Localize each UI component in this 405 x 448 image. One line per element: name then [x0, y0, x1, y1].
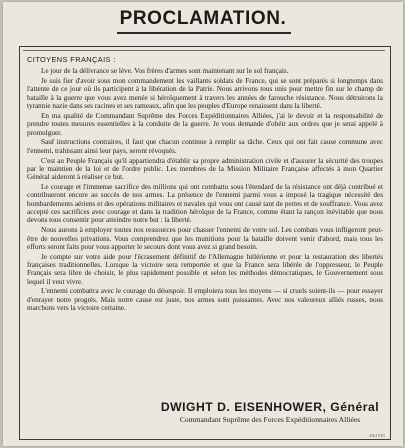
paragraph: Nous aurons à employer toutes nos ressources pour chasser l'ennemi de votre sol. Les combats vous infligeront peut-être de nouvelles privations. Vous comprendrez que les munitions pour la bataille doivent venir d'abord, mais tous les efforts seront faits pour vous apporter le secours dont vous avez si grand besoin. — [27, 226, 383, 251]
paragraph: Le jour de la délivrance se lève. Vos frères d'armes sont maintenant sur le sol français. — [41, 67, 289, 76]
paragraph: Je suis fier d'avoir sous mon commandement les vaillants soldats de France, qui se sont préparés si longtemps dans l'attente de ce jour où ils participent à la libération de la Patrie. Nous arrivons tous unis pour mettre fin sur le champ de bataille à la guerre que vous avez menée si héroïquement à travers les années de farouche résistance. Nous détruirons la tyrannie nazie dans ses racines et ses rameaux, afin que les peuples d'Europe renaissent dans la liberté. — [27, 77, 383, 111]
page-title: PROCLAMATION. — [119, 8, 287, 29]
paragraph: En ma qualité de Commandant Suprême des Forces Expéditionnaires Alliées, j'ai le devoir et la responsabilité de prendre toutes mesures essentielles à la conduite de la guerre. Je vous demande d'obéir aux ordres que je serai appelé à promulguer. — [27, 111, 383, 137]
paragraph: Sauf instructions contraires, il faut que chacun continue à remplir sa tâche. Ceux qui ont fait cause commune avec l'ennemi, trahissant ainsi leur pays, seront révoqués. — [27, 138, 383, 155]
inner-rule — [23, 50, 385, 51]
paragraph: C'est au Peuple Français qu'il appartiendra d'établir sa propre administration civile et d'assurer la sécurité des troupes par le maintien de la loi et de l'ordre public. Les membres de la Mission Militaire Française affectés à mon Quartier Général aideront à réaliser ce but. — [27, 156, 383, 182]
signature-name: DWIGHT D. EISENHOWER, Général — [160, 400, 380, 414]
paragraph: L'ennemi combattra avec le courage du désespoir. Il emploiera tous les moyens — si cruels soient-ils — pour essayer d'enrayer notre progrès. Mais notre cause est juste, nos armes sont puissantes. Avec nos valeureux alliés russes, nous marchons vers la victoire certaine. — [27, 287, 383, 313]
salutation: CITOYENS FRANÇAIS : — [27, 55, 116, 64]
proclamation-body — [27, 56, 383, 314]
signature-title: Commandant Suprême des Forces Expéditionnaires Alliées — [179, 415, 361, 424]
print-mark: ZA/15 F1 — [369, 433, 385, 438]
paragraph: Le courage et l'immense sacrifice des millions qui ont combattu sous l'étendard de la résistance ont déjà contribué et contribueront encore au succès de nos armes. La présence de l'ennemi parmi vous a imposé la tragique nécessité des bombardements aériens et des opérations militaires et navales qui vous ont causé tant de pertes et de souffrance. Vous avez accepté ces sacrifices avec courage et dans la tradition héroïque de la France, comme étant la rançon inévitable que nous devons tous consentir pour atteindre notre but : la liberté. — [27, 183, 383, 225]
proclamation-sheet — [3, 2, 403, 446]
title-underline — [117, 32, 291, 34]
signature-block — [153, 400, 387, 424]
paragraph: Je compte sur votre aide pour l'écrasement définitif de l'Allemagne hitlérienne et pour la restauration des libertés françaises traditionnelles. Lorsque la victoire sera remportée et que la France sera libérée de l'oppresseur, le Peuple Français sera libre de choisir, le plus rapidement possible et selon les méthodes démocratiques, le Gouvernement sous lequel il veut vivre. — [27, 252, 383, 286]
